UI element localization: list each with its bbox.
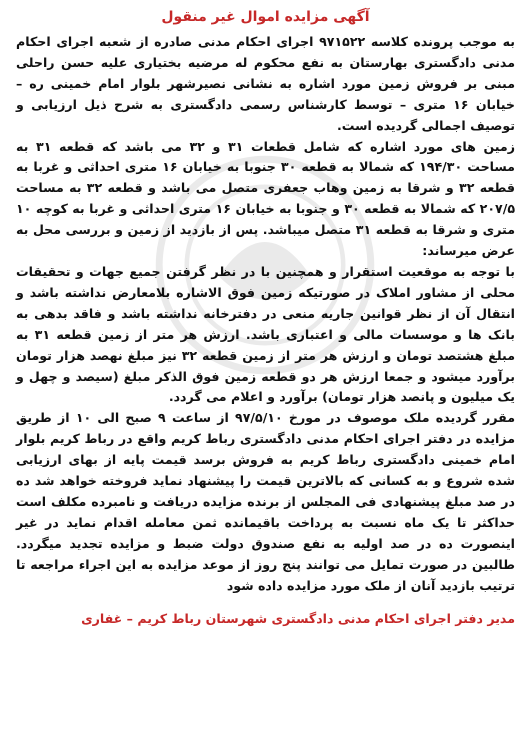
notice-body bbox=[16, 32, 515, 596]
notice-signature: مدیر دفتر اجرای احکام مدنی دادگستری شهرستان رباط کریم – غفاری bbox=[81, 611, 515, 627]
notice-paragraph-auction-terms: مقرر گردیده ملک موصوف در مورخ ۹۷/۵/۱۰ از ساعت ۹ صبح الی ۱۰ از طریق مزایده در دفتر اجرای احکام مدنی دادگستری رباط کریم واقع در رباط کریم بلوار امام خمینی دادگستری رباط کریم به فروش برسد قیمت پایه از بهای ارزیابی شده شروع و به کسانی که بالاترین قیمت را پیشنهاد نماید فروخته خواهد شد ده در صد مبلغ پیشنهادی فی المجلس از برنده مزایده دریافت و نامبرده مکلف است حداکثر تا یک ماه نسبت به پرداخت باقیمانده ثمن معامله اقدام نماید در غیر اینصورت ده در صد اولیه به نفع صندوق دولت ضبط و مزایده تجدید میگردد. طالبین در صورت تمایل می توانند پنج روز از موعد مزایده به این اجراء مراجعه تا ترتیب بازدید آنان از ملک مورد مزایده داده شود bbox=[16, 410, 515, 593]
notice-paragraph-land-description: زمین های مورد اشاره که شامل قطعات ۳۱ و ۳۲ می باشد که قطعه ۳۱ به مساحت ۱۹۴/۳۰ که شمالا به قطعه ۳۰ جنوبا به خیابان ۱۶ متری احداثی و غربا به قطعه ۳۲ و شرقا به زمین وهاب جعفری متصل می باشد و قطعه ۳۲ به مساحت ۲۰۷/۵ که شمالا به قطعه ۳۰ و جنوبا به خیابان ۱۶ متری احداثی و غربا به کوچه ۱۰ متری و شرقا به قطعه ۳۱ متصل میباشد. پس از بازدید از زمین و بررسی محل به عرض میرساند: bbox=[16, 138, 516, 259]
notice-title: آگهی مزایده اموال غیر منقول bbox=[161, 9, 370, 25]
notice-paragraph-case: به موجب پرونده کلاسه ۹۷۱۵۲۲ اجرای احکام مدنی صادره از شعبه اجرای احکام مدنی دادگستری بهارستان به نفع محکوم له مرضیه بختیاری علیه حسن راحلی مبنی بر فروش زمین مورد اشاره به نشانی نصیرشهر بلوار امام خمینی ره – خیابان ۱۶ متری – توسط کارشناس رسمی دادگستری به شرح ذیل ارزیابی و توصیف اجمالی گردیده است. bbox=[16, 34, 515, 133]
notice-paragraph-valuation: با توجه به موقعیت استقرار و همچنین با در نظر گرفتن جمیع جهات و تحقیقات محلی از مشاور املاک در صورتیکه زمین فوق الاشاره بلامعارض نداشته باشد و انتقال آن از نظر قوانین جاریه منعی در دفترخانه نداشته باشد و فاقد بدهی به بانک ها و موسسات مالی و اعتباری باشد. ارزش هر متر از زمین قطعه ۳۱ به مبلغ هشتصد تومان و ارزش هر متر از زمین قطعه ۳۲ نیز مبلغ نهصد هزار تومان برآورد میشود و جمعا ارزش هر دو قطعه زمین فوق الذکر مبلغ (سیصد و چهل و یک میلیون و پانصد هزار تومان) برآورد و اعلام می گردد. bbox=[16, 263, 515, 405]
